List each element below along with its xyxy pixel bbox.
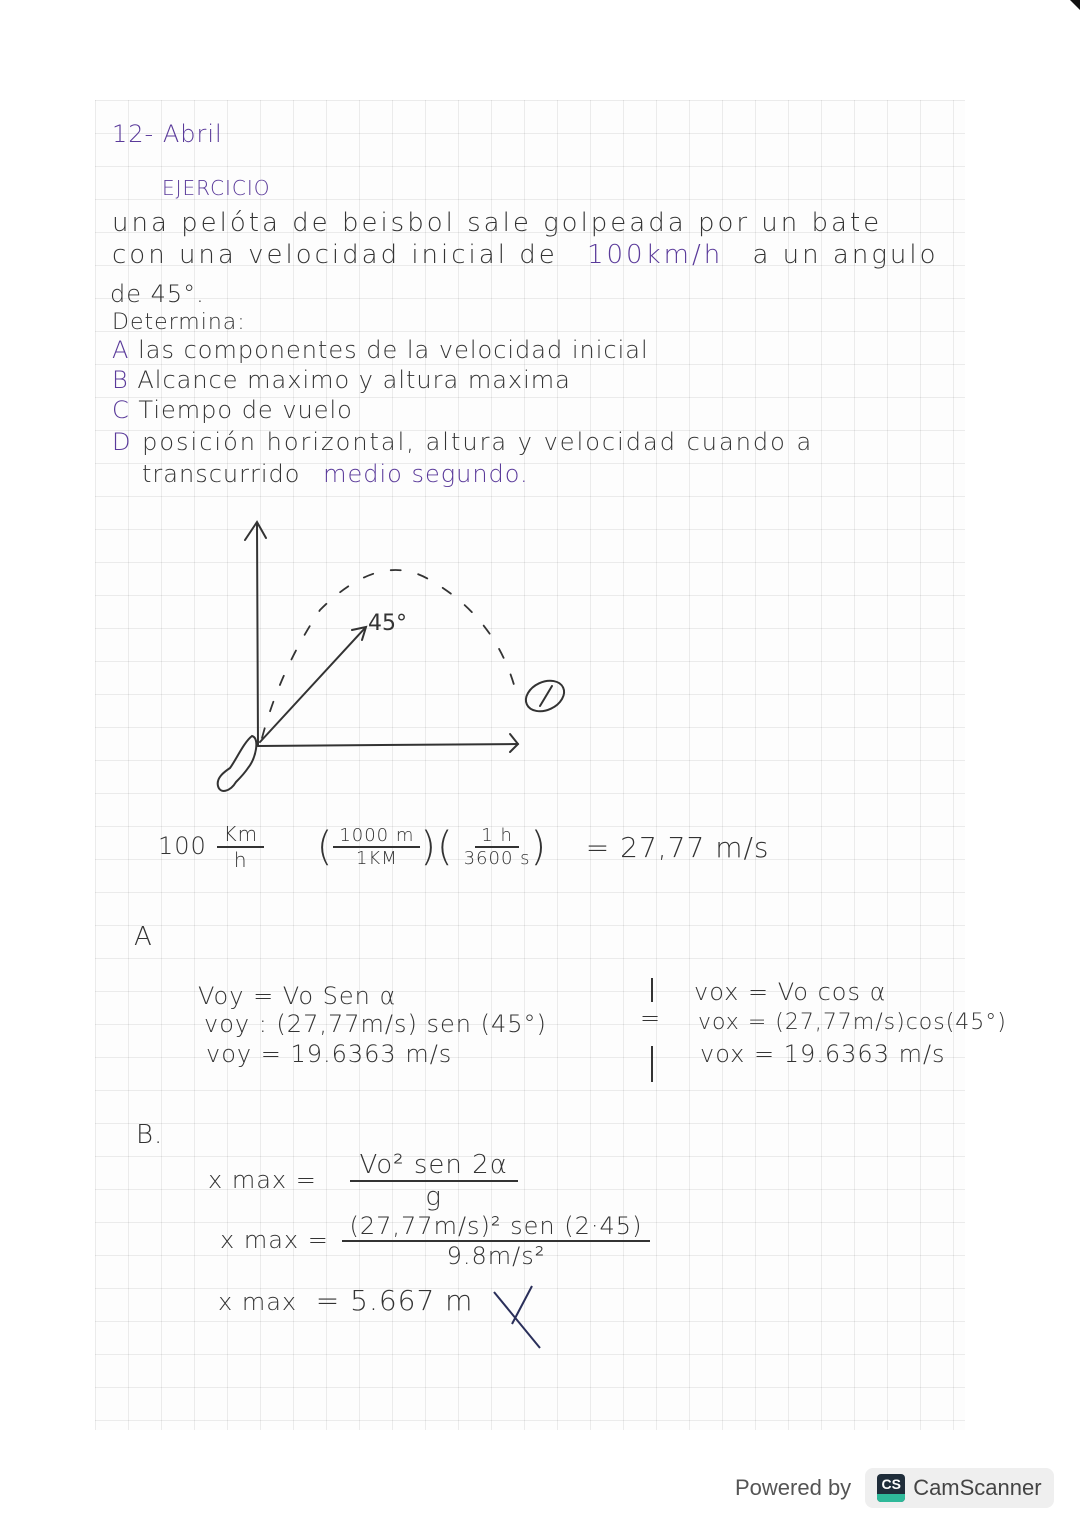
- vox-substitution: vox = (27,77m/s)cos(45°): [698, 1010, 1007, 1035]
- camscanner-watermark: [735, 1468, 1054, 1508]
- x-axis: [258, 744, 518, 746]
- projectile-diagram: [200, 510, 600, 800]
- exercise-title: EJERCICIO: [162, 176, 271, 200]
- determine-label: Determina:: [112, 310, 246, 335]
- problem-line-3: de 45°.: [110, 280, 205, 308]
- vox-formula: vox = Vo cos α: [694, 978, 887, 1006]
- divider-bottom: [651, 1046, 653, 1082]
- speed-conversion: 100 $\frac{Km}{h}$ ( $\frac{1000 m}{1KM}$ )( $\frac{1 h}{3600 s}$ ) = 27,77 m/s: [158, 822, 770, 872]
- y-axis: [257, 524, 258, 746]
- problem-line-2: [112, 240, 939, 270]
- question-c: C Tiempo de vuelo: [112, 396, 353, 424]
- converted-speed: = 27,77 m/s: [585, 830, 770, 864]
- xmax-result: x max = 5.667 m: [218, 1284, 474, 1317]
- velocity-vector: [260, 628, 365, 742]
- page-corner-mark: [1070, 0, 1080, 10]
- problem-line-2-a: con una velocidad inicial de: [112, 240, 558, 270]
- date-heading: 12- Abril: [112, 120, 223, 148]
- xmax-formula: x max = $\frac{\text{Vo² sen 2α}}{g}$: [208, 1150, 518, 1212]
- vox-result: vox = 19.6363 m/s: [700, 1040, 946, 1068]
- section-b-label: B.: [136, 1120, 164, 1150]
- question-d-line-2: transcurrido medio segundo.: [142, 460, 529, 488]
- xmax-substitution: x max = $\frac{\text{(27,77m/s)² sen (2·45)}}{\text{9.8m/s²}}$: [220, 1212, 650, 1270]
- trajectory-path: [262, 570, 518, 738]
- voy-formula: Voy = Vo Sen α: [198, 982, 397, 1010]
- cross-mark-icon: [488, 1280, 548, 1352]
- camscanner-brand: CamScanner: [913, 1475, 1042, 1500]
- question-b: B Alcance maximo y altura maxima: [112, 366, 571, 394]
- question-a: A las componentes de la velocidad inicial: [112, 336, 649, 364]
- problem-line-2-c: a un angulo: [752, 240, 939, 270]
- powered-by-text: Powered by: [735, 1475, 852, 1500]
- initial-speed: 100km/h: [586, 240, 724, 270]
- problem-line-1: una pelóta de beisbol sale golpeada por un bate: [112, 208, 883, 238]
- voy-substitution: voy : (27,77m/s) sen (45°): [204, 1010, 547, 1038]
- camscanner-badge: [865, 1468, 1053, 1508]
- question-d: D posición horizontal, altura y velocidad cuando a: [112, 428, 814, 456]
- camscanner-logo-icon: CS: [877, 1474, 905, 1502]
- y-axis-arrow-icon: [245, 522, 266, 540]
- angle-label: 45°: [368, 611, 407, 636]
- bat-icon: [218, 736, 257, 791]
- divider-equals: =: [640, 1004, 662, 1032]
- voy-result: voy = 19.6363 m/s: [206, 1040, 453, 1068]
- section-a-label: A: [134, 922, 153, 952]
- divider-top: [651, 978, 653, 1002]
